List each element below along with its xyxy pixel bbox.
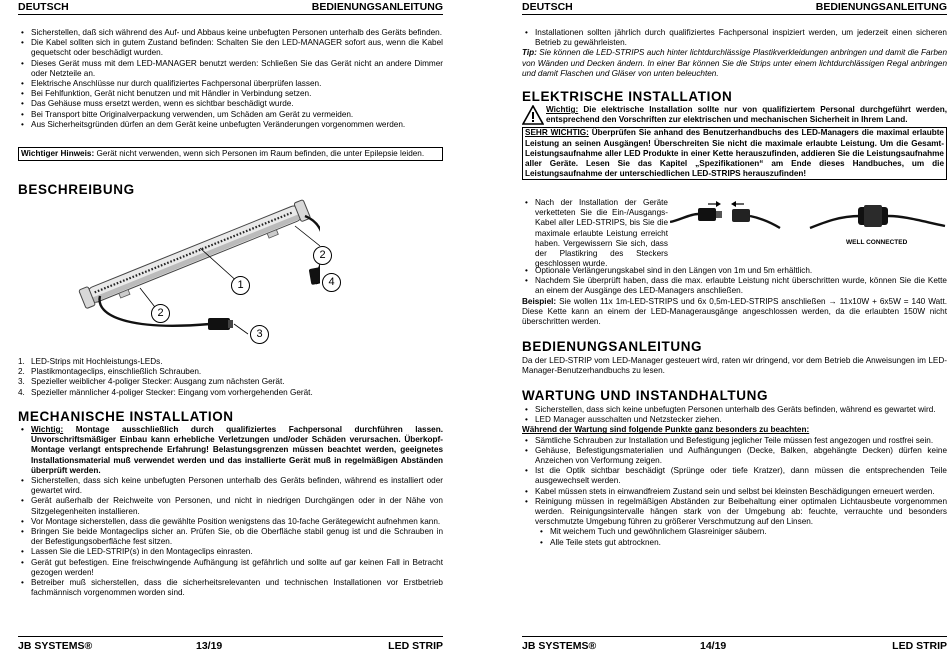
list-item: • Optionale Verlängerungskabel sind in den Längen von 1m und 5m erhältlich.	[522, 266, 947, 276]
maintenance-block	[522, 405, 947, 548]
intro-block	[522, 28, 947, 79]
list-item: 1. LED-Strips mit Hochleistungs-LEDs.	[18, 357, 163, 366]
footer-page-number: 14/19	[700, 640, 727, 652]
electrical-warning	[522, 105, 947, 180]
list-item: • Aus Sicherheitsgründen dürfen an dem Gerät keine unbefugten Veränderungen vorgenommen werden.	[18, 120, 443, 130]
connector-bullet	[522, 198, 668, 269]
led-strip-diagram	[70, 196, 320, 346]
list-item: • Betreiber muß sicherstellen, dass die sicherheitsrelevanten und technischen Installationen vor Erstbetrieb fachmännisch vorgenommen worden sind.	[18, 578, 443, 598]
footer-brand: JB SYSTEMS®	[522, 640, 597, 652]
list-item: • Mit weichem Tuch und gewöhnlichem Glasreiniger säubern.	[522, 527, 947, 537]
page-footer	[522, 640, 947, 652]
header-divider	[522, 14, 947, 15]
page-left	[18, 0, 443, 654]
list-item: • Elektrische Anschlüsse nur durch qualifiziertes Fachpersonal überprüfen lassen.	[18, 79, 443, 89]
list-item: • Gerät außerhalb der Reichweite von Personen, und nicht in niedrigen Durchgängen oder in der Nähe von Sitzgelegenheiten installieren.	[18, 496, 443, 516]
list-item: • Sicherstellen, daß sich während des Auf- und Abbaus keine unbefugten Personen unterhalb des Geräts befinden.	[18, 28, 443, 38]
description-list	[18, 357, 443, 398]
well-connected-label: WELL CONNECTED	[846, 239, 908, 246]
female-connector	[208, 318, 230, 330]
header-language: DEUTSCH	[522, 1, 573, 13]
list-item: • Dieses Gerät muss mit dem LED-MANAGER benutzt werden: Schließen Sie das Gerät nicht an andere Dimmer oder Netzteile an.	[18, 59, 443, 79]
list-item: 4. Spezieller männlicher 4-poliger Stecker: Eingang vom vorhergehenden Gerät.	[18, 387, 313, 397]
callout-2-top: 2	[313, 246, 332, 265]
tip-paragraph: Tip: Sie können die LED-STRIPS auch hinter lichtdurchlässige Plastikverkleidungen anbringen und damit die Farben von Wänden und Decken ändern. In einer Bar können Sie die Strips unter einem lichtdurchlässigen Regal anbringen und damit Flaschen und Gläser von unten beleuchten.	[522, 48, 947, 78]
header-divider	[18, 14, 443, 15]
maintenance-subheading: Während der Wartung sind folgende Punkte ganz besonders zu beachten:	[522, 425, 810, 435]
page-header	[18, 1, 443, 13]
very-important-box: SEHR WICHTIG: Überprüfen Sie anhand des Benutzerhandbuchs des LED-Managers die maximal erlaubte Leistung an seinen Ausgängen! Überschreiten Sie nicht die maximale erlaubte Leistung. Um die Gesamt-Leistungsaufnahme aller LED Produkte in einer Kette herauszufinden, addieren Sie die Leistungsaufnahme aller Geräte. Lesen Sie das Kapitel „Spezifikationen“ am Ende dieses Handbuches, um die Leistungsaufnahme der unterschiedlichen LED-STRIPS herauszufinden!	[522, 127, 947, 180]
header-language: DEUTSCH	[18, 1, 69, 13]
list-item: • Sicherstellen, dass sich keine unbefugten Personen unterhalb des Geräts befinden, während es gewartet wird.	[522, 405, 947, 415]
list-item: 2. Plastikmontageclips, einschließlich Schrauben.	[18, 367, 202, 377]
list-item: • Bei Fehlfunktion, Gerät nicht benutzen und mit Händler in Verbindung setzen.	[18, 89, 443, 99]
list-item: • Sicherstellen, dass sich keine unbefugten Personen unterhalb des Geräts befinden, während es installiert oder gewartet wird.	[18, 476, 443, 496]
list-item: • Bringen Sie beide Montageclips sicher an. Prüfen Sie, ob die Oberfläche stabil genug ist und die Schrauben in der Befestigungsoberfläche fest sitzen.	[18, 527, 443, 547]
list-item: • Sämtliche Schrauben zur Installation und Befestigung jeglicher Teile müssen fest angezogen und rostfrei sein.	[522, 436, 947, 446]
note-text: Gerät nicht verwenden, wenn sich Personen im Raum befinden, die unter Epilepsie leiden.	[94, 149, 425, 158]
page-right	[522, 0, 947, 654]
list-item: • Die Kabel sollten sich in gutem Zustand befinden: Schalten Sie den LED-MANAGER sofort aus, wenn die Kabel gequetscht oder beschädigt wurden.	[18, 38, 443, 58]
note-label: Wichtiger Hinweis:	[21, 149, 95, 158]
list-item: • Nachdem Sie überprüft haben, dass die max. erlaubte Leistung nicht überschritten wurde, können Sie die Kette an einem der Ausgänge des LED-Managers anschließen.	[522, 276, 947, 296]
list-item: • Gehäuse, Befestigungsmaterialien und Aufhängungen (Decke, Balken, abgehängte Decken) dürfen keine Anzeichen von Verformung zeigen.	[522, 446, 947, 466]
led-strip-tube	[79, 200, 312, 312]
intro-bullet-list	[18, 28, 443, 130]
callout-2-bottom: 2	[151, 304, 170, 323]
section-title-mechanisch: MECHANISCHE INSTALLATION	[18, 409, 234, 424]
operation-paragraph: Da der LED-STRIP vom LED-Manager gesteuert wird, raten wir dringend, vor dem Betrieb die Anweisungen im LED-Manager-Benutzerhandbuchs zu lesen.	[522, 356, 947, 376]
list-item: • Ist die Optik sichtbar beschädigt (Sprünge oder tiefe Kratzer), dann müssen die entsprechenden Teile ausgewechselt werden.	[522, 466, 947, 486]
mechanical-bullet-list	[18, 425, 443, 598]
list-item: • Alle Teile stets gut abtrocknen.	[522, 538, 947, 548]
male-connector	[309, 267, 320, 285]
list-item: • LED Manager ausschalten und Netzstecker ziehen.	[522, 415, 947, 425]
warning-triangle-icon	[522, 105, 546, 125]
list-item: • Reinigung müssen in regelmäßigen Abständen zur Beibehaltung einer optimalen Lichtausbeute vorgenommen werden. Reinigungsintervalle hängen stark von der Umgebung ab: feuchte, verrauchte und besonders verschmutzte Umgebung führen zu größerer Verschmutzung auf den Linsen.	[522, 497, 947, 528]
electrical-bullet-list	[522, 266, 947, 327]
footer-product: LED STRIP	[388, 640, 443, 652]
footer-page-number: 13/19	[196, 640, 223, 652]
list-item: • Kabel müssen stets in einwandfreiem Zustand sein und selbst bei kleinsten Beschädigungen erneuert werden.	[522, 487, 947, 497]
list-item: 3. Spezieller weiblicher 4-poliger Stecker: Ausgang zum nächsten Gerät.	[18, 377, 285, 387]
list-item: • Bei Transport bitte Originalverpackung verwenden, um Schäden am Gerät zu vermeiden.	[18, 110, 443, 120]
header-title: BEDIENUNGSANLEITUNG	[311, 1, 443, 13]
list-item: • Gerät gut befestigen. Eine freischwingende Aufhängung ist gefährlich und sollte auf gar keinen Fall in Betracht gezogen werden!	[18, 558, 443, 578]
list-item: • Lassen Sie die LED-STRIP(s) in den Montageclips einrasten.	[18, 547, 443, 557]
header-title: BEDIENUNGSANLEITUNG	[815, 1, 947, 13]
list-item: • Installationen sollten jährlich durch qualifiziertes Fachpersonal inspiziert werden, um jederzeit einen sicheren Betrieb zu gewährleisten.	[522, 28, 947, 48]
footer-divider	[18, 636, 443, 637]
page-footer	[18, 640, 443, 652]
list-item: • Wichtig: Montage ausschließlich durch qualifiziertes Fachpersonal durchführen lassen. Unvorschriftsmäßiger Einbau kann erhebliche Verletzungen und/oder Schäden verursachen. Überkopf-Montage verlangt entsprechende Erfahrung! Belastungsgrenzen müssen beachtet werden, geeignetes Installationsmaterial muß verwendet werden und das installierte Gerät muß in regelmäßigen Abständen überprüft werden.	[18, 425, 443, 476]
callout-1: 1	[231, 276, 250, 295]
section-title-beschreibung: BESCHREIBUNG	[18, 182, 135, 197]
section-title-elektrisch: ELEKTRISCHE INSTALLATION	[522, 89, 733, 104]
footer-product: LED STRIP	[892, 640, 947, 652]
list-item: • Nach der Installation der Geräte verketteten Sie die Ein-/Ausgangs-Kabel aller LED-STRIPS, bis Sie die maximale erlaubte Leistung erreicht haben. Vergewissern Sie sich, dass der Plastikring des Steckers geschlossen wurde.	[522, 198, 668, 269]
footer-divider	[522, 636, 947, 637]
warning-text: Wichtig: Die elektrische Installation sollte nur von qualifiziertem Personal durchgeführt werden, entsprechend den Vorschriften zur elektrischen und mechanischen Sicherheit in Ihrem Land.	[546, 105, 947, 125]
callout-4: 4	[322, 273, 341, 292]
list-item: • Das Gehäuse muss ersetzt werden, wenn es sichtbar beschädigt wurde.	[18, 99, 443, 109]
section-title-bedienung: BEDIENUNGSANLEITUNG	[522, 339, 703, 354]
section-title-wartung: WARTUNG UND INSTANDHALTUNG	[522, 388, 769, 403]
epilepsy-note-box	[18, 147, 443, 161]
list-item: • Vor Montage sicherstellen, dass die gewählte Position wenigstens das 10-fache Gerätegewicht aufnehmen kann.	[18, 517, 443, 527]
callout-3: 3	[250, 325, 269, 344]
example-paragraph: Beispiel: Sie wollen 11x 1m-LED-STRIPS und 6x 0,5m-LED-STRIPS anschließen → 11x10W + 6x5W = 140 Watt. Diese Kette kann an einem der LED-Managerausgänge angeschlossen werden, da die erlaubten 150W nicht überschritten werden.	[522, 296, 947, 327]
page-header	[522, 1, 947, 13]
footer-brand: JB SYSTEMS®	[18, 640, 93, 652]
